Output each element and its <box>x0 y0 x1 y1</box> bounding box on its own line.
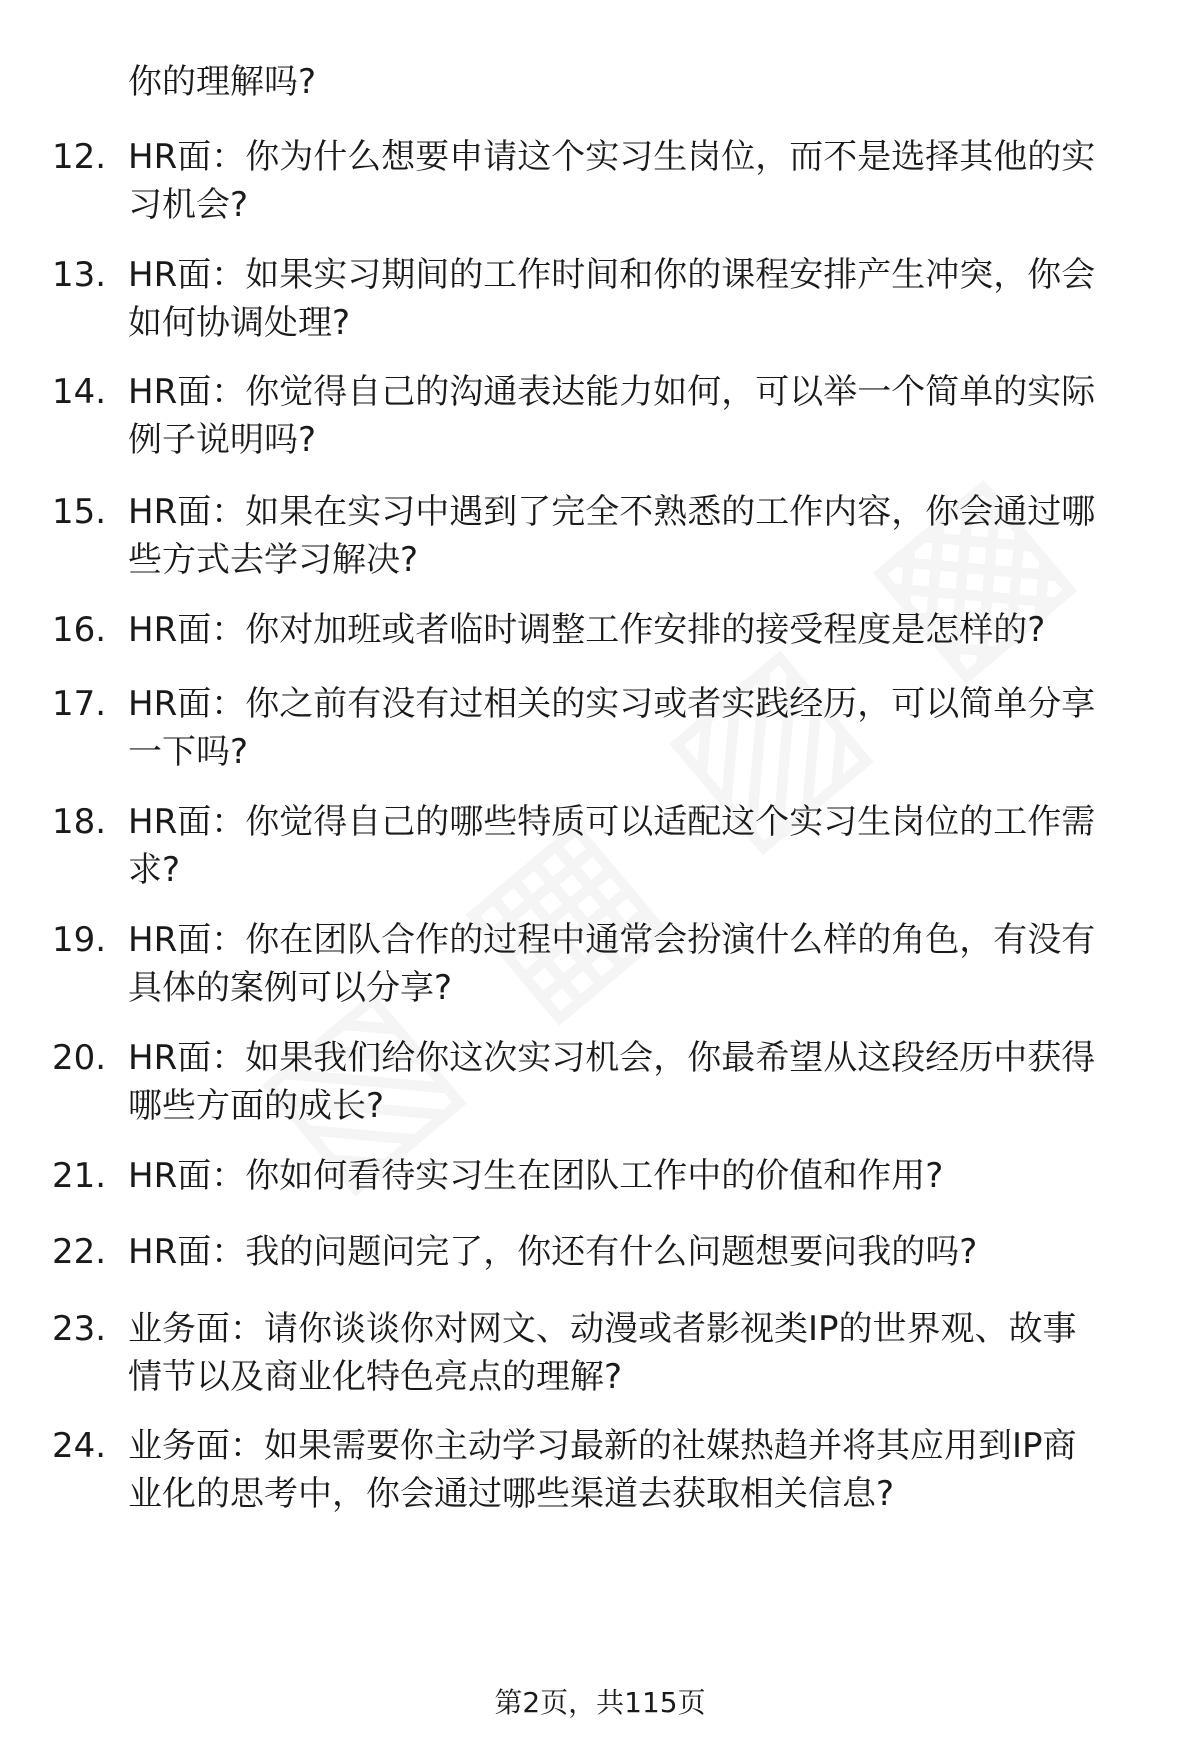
question-text-line: HR面：你觉得自己的沟通表达能力如何，可以举一个简单的实际 <box>128 372 1096 412</box>
question-number: 17. <box>52 684 107 724</box>
question-text-line: HR面：你如何看待实习生在团队工作中的价值和作用? <box>128 1156 944 1196</box>
question-text-line: 业化的思考中，你会通过哪些渠道去获取相关信息? <box>128 1474 895 1514</box>
question-text <box>128 916 1158 1012</box>
question-text-line: 哪些方面的成长? <box>128 1086 385 1126</box>
question-text <box>128 1034 1158 1130</box>
question-text <box>128 488 1158 584</box>
page-footer: 第2页，共115页 <box>494 1686 706 1719</box>
question-number: 12. <box>52 137 107 177</box>
question-text-line: 具体的案例可以分享? <box>128 968 453 1008</box>
question-text-line: HR面：如果我们给你这次实习机会，你最希望从这段经历中获得 <box>128 1038 1096 1078</box>
question-number: 13. <box>52 255 107 295</box>
question-text-line: HR面：如果在实习中遇到了完全不熟悉的工作内容，你会通过哪 <box>128 492 1096 532</box>
question-text-line: HR面：你之前有没有过相关的实习或者实践经历，可以简单分享 <box>128 684 1096 724</box>
question-text-line: 如何协调处理? <box>128 303 351 343</box>
question-number: 24. <box>52 1426 107 1466</box>
question-number: 22. <box>52 1232 107 1272</box>
question-text <box>128 251 1158 347</box>
question-text <box>128 680 1158 776</box>
question-text-line: 些方式去学习解决? <box>128 540 419 580</box>
question-text <box>128 1422 1158 1518</box>
question-text-line: 例子说明吗? <box>128 420 317 460</box>
question-text-line: 一下吗? <box>128 732 249 772</box>
question-text <box>128 1305 1158 1401</box>
question-text-line: 习机会? <box>128 185 249 225</box>
question-text-line: HR面：你为什么想要申请这个实习生岗位，而不是选择其他的实 <box>128 137 1096 177</box>
question-number: 15. <box>52 492 107 532</box>
question-text-line: HR面：你觉得自己的哪些特质可以适配这个实习生岗位的工作需 <box>128 802 1096 842</box>
question-text <box>128 133 1158 229</box>
question-text-line: HR面：如果实习期间的工作时间和你的课程安排产生冲突，你会 <box>128 255 1096 295</box>
question-text-line: 求? <box>128 850 181 890</box>
question-text <box>128 368 1158 464</box>
question-number: 16. <box>52 610 107 650</box>
question-text-line: 情节以及商业化特色亮点的理解? <box>128 1357 623 1397</box>
question-number: 14. <box>52 372 107 412</box>
continuation-text: 你的理解吗? <box>128 62 317 102</box>
question-number: 23. <box>52 1309 107 1349</box>
question-number: 20. <box>52 1038 107 1078</box>
question-number: 19. <box>52 920 107 960</box>
question-number: 21. <box>52 1156 107 1196</box>
question-text-line: HR面：你对加班或者临时调整工作安排的接受程度是怎样的? <box>128 610 1046 650</box>
question-text <box>128 1228 1158 1276</box>
question-text <box>128 798 1158 894</box>
question-text-line: HR面：你在团队合作的过程中通常会扮演什么样的角色，有没有 <box>128 920 1096 960</box>
question-text-line: HR面：我的问题问完了，你还有什么问题想要问我的吗? <box>128 1232 978 1272</box>
question-number: 18. <box>52 802 107 842</box>
question-text-line: 业务面：如果需要你主动学习最新的社媒热趋并将其应用到IP商 <box>128 1426 1077 1466</box>
question-text <box>128 1152 1158 1200</box>
question-text <box>128 606 1158 654</box>
question-text-line: 业务面：请你谈谈你对网文、动漫或者影视类IP的世界观、故事 <box>128 1309 1077 1349</box>
